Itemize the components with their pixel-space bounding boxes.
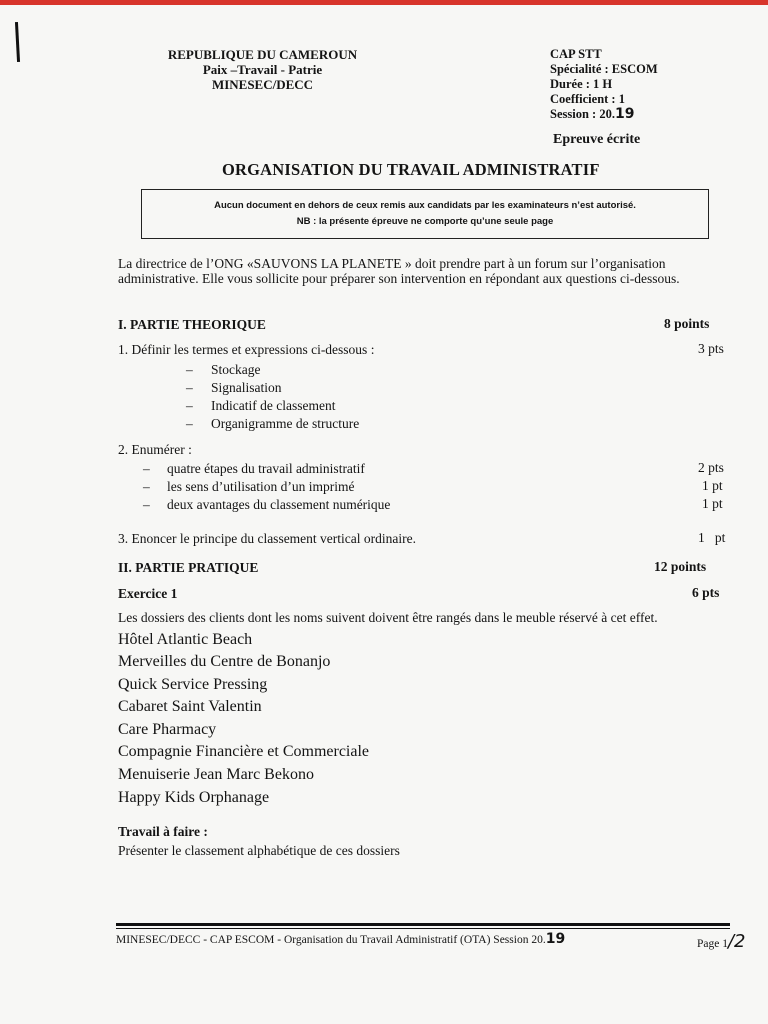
task-text: Présenter le classement alphabétique de ces dossiers xyxy=(118,843,400,858)
notice-line-2: NB : la présente épreuve ne comporte qu’une seule page xyxy=(296,216,554,227)
list-dash: – xyxy=(143,497,150,512)
enumeration-item: quatre étapes du travail administratif xyxy=(167,461,365,476)
client-item: Care Pharmacy xyxy=(118,721,217,738)
enumeration-item-points: 2 pts xyxy=(698,460,724,475)
header-specialite: Spécialité : ESCOM xyxy=(550,62,658,76)
header-country: REPUBLIQUE DU CAMEROUN xyxy=(167,47,358,62)
footer-rule-thin xyxy=(116,928,730,929)
page-number xyxy=(697,931,746,952)
question-3-points: 1 pt xyxy=(698,530,726,545)
page-total-handwritten: /2 xyxy=(727,931,746,952)
section-title-theorique: I. PARTIE THEORIQUE xyxy=(118,317,266,332)
enumeration-item: les sens d’utilisation d’un imprimé xyxy=(167,479,355,494)
list-dash: – xyxy=(143,461,150,476)
section-points-theorique: 8 points xyxy=(664,316,710,331)
intro-paragraph: La directrice de l’ONG «SAUVONS LA PLANETE » doit prendre part à un forum sur l’organisation administrative. Elle vous sollicite pour préparer son intervention en répondant aux questions ci-dessous. xyxy=(118,256,680,286)
enumeration-item-points: 1 pt xyxy=(702,478,723,493)
header-motto: Paix –Travail - Patrie xyxy=(202,62,323,77)
enumeration-item-points: 1 pt xyxy=(702,496,723,511)
list-dash: – xyxy=(186,416,193,431)
section-title-pratique: II. PARTIE PRATIQUE xyxy=(118,560,259,575)
footer-label: MINESEC/DECC - CAP ESCOM - Organisation du Travail Administratif (OTA) Session 20. xyxy=(116,934,546,946)
session-prefix: Session : 20. xyxy=(550,107,615,121)
footer-session-handwritten: 19 xyxy=(545,931,566,947)
header-right xyxy=(550,47,658,122)
task-title: Travail à faire : xyxy=(118,824,208,839)
section-points-pratique: 12 points xyxy=(654,559,707,574)
list-dash: – xyxy=(186,398,193,413)
question-1: 1. Définir les termes et expressions ci-dessous : xyxy=(118,342,375,357)
question-1-points: 3 pts xyxy=(698,341,724,356)
header-coefficient: Coefficient : 1 xyxy=(550,92,625,106)
client-item: Cabaret Saint Valentin xyxy=(118,698,262,715)
footer-rule-thick xyxy=(116,923,730,926)
definition-item: Signalisation xyxy=(211,380,282,395)
header-duree: Durée : 1 H xyxy=(550,77,613,91)
client-item: Hôtel Atlantic Beach xyxy=(118,631,253,648)
header-exam: CAP STT xyxy=(550,47,602,61)
client-item: Merveilles du Centre de Bonanjo xyxy=(118,653,331,670)
definition-item: Stockage xyxy=(211,362,261,377)
margin-pen-mark xyxy=(15,22,20,62)
list-dash: – xyxy=(143,479,150,494)
page-label: Page 1 xyxy=(697,938,728,950)
list-dash: – xyxy=(186,380,193,395)
enumeration-item: deux avantages du classement numérique xyxy=(167,497,391,512)
session-handwritten: 19 xyxy=(614,106,635,122)
question-2: 2. Enumérer : xyxy=(118,442,192,457)
header-left xyxy=(150,47,375,92)
client-item: Quick Service Pressing xyxy=(118,676,268,693)
definition-item: Organigramme de structure xyxy=(211,416,360,431)
exercise-points: 6 pts xyxy=(692,585,720,600)
question-3: 3. Enoncer le principe du classement vertical ordinaire. xyxy=(118,531,417,546)
client-item: Happy Kids Orphanage xyxy=(118,789,270,806)
header-ministry: MINESEC/DECC xyxy=(211,77,314,92)
client-item: Compagnie Financière et Commerciale xyxy=(118,743,370,760)
notice-line-1: Aucun document en dehors de ceux remis aux candidats par les examinateurs n’est autorisé. xyxy=(214,200,636,211)
notice-box xyxy=(141,189,709,239)
top-red-border xyxy=(0,0,768,5)
definition-item: Indicatif de classement xyxy=(211,398,336,413)
epreuve-label: Epreuve écrite xyxy=(553,132,641,147)
exam-title: ORGANISATION DU TRAVAIL ADMINISTRATIF xyxy=(222,160,600,179)
list-dash: – xyxy=(186,362,193,377)
footer-text xyxy=(116,931,565,947)
exercise-instruction: Les dossiers des clients dont les noms suivent doivent être rangés dans le meuble réservé à cet effet. xyxy=(118,610,658,625)
client-item: Menuiserie Jean Marc Bekono xyxy=(118,766,314,783)
header-session xyxy=(550,107,658,122)
exercise-title: Exercice 1 xyxy=(118,586,178,601)
